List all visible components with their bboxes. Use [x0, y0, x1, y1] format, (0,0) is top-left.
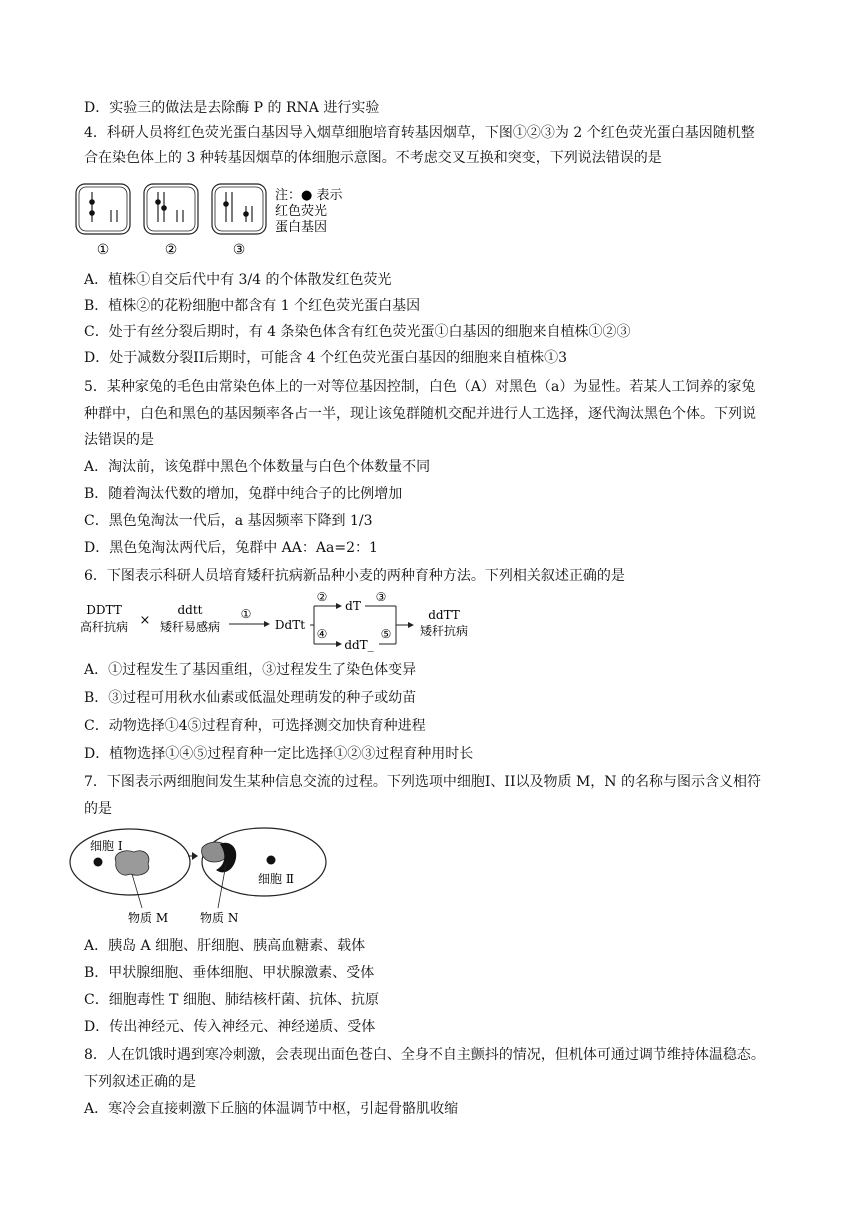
q4-option-a: A．植株①自交后代中有 3/4 的个体散发红色荧光	[84, 272, 392, 288]
fig7-cell2-label: 细胞 Ⅱ	[258, 872, 294, 886]
fig4-note-line3: 蛋白基因	[275, 220, 328, 235]
fig6-lower-genotype: ddT_	[344, 638, 374, 652]
fig6-result-phenotype: 矮秆抗病	[419, 624, 469, 638]
q5-option-a: A．淘汰前，该兔群中黑色个体数量与白色个体数量不同	[84, 459, 431, 475]
q8-stem-line2: 下列叙述正确的是	[84, 1074, 196, 1090]
fig6-step-4: ④	[316, 627, 328, 641]
q7-option-b: B．甲状腺细胞、垂体细胞、甲状腺激素、受体	[84, 965, 375, 981]
fig6-result-genotype: ddTT	[428, 608, 460, 622]
fig6-upper-genotype: dT	[345, 599, 361, 613]
q7-option-c: C．细胞毒性 T 细胞、肺结核杆菌、抗体、抗原	[84, 992, 379, 1008]
fig7-substance-n-label: 物质 N	[200, 911, 239, 925]
fig7-cell1-label: 细胞 Ⅰ	[90, 839, 123, 853]
fig4-label-1: ①	[96, 242, 110, 258]
q4-stem-line1: 4．科研人员将红色荧光蛋白基因导入烟草细胞培育转基因烟草，下图①②③为 2 个红色荧光蛋白基因随机整	[84, 125, 755, 141]
q6-option-d: D．植物选择①④⑤过程育种一定比选择①②③过程育种用时长	[84, 746, 474, 762]
q6-option-a: A．①过程发生了基因重组，③过程发生了染色体变异	[84, 662, 417, 678]
q7-option-d: D．传出神经元、传入神经元、神经递质、受体	[84, 1019, 376, 1035]
q4-option-d: D．处于减数分裂II后期时，可能含 4 个红色荧光蛋白基因的细胞来自植株①3	[84, 350, 567, 366]
fig6-parent2-phenotype: 矮秆易感病	[159, 620, 221, 634]
q4-option-c: C．处于有丝分裂后期时，有 4 条染色体含有红色荧光蛋①白基因的细胞来自植株①②③	[84, 324, 631, 340]
fig4-note-line2: 红色荧光	[275, 204, 328, 219]
fig6-parent2-genotype: ddtt	[177, 603, 203, 617]
q6-option-b: B．③过程可用秋水仙素或低温处理萌发的种子或幼苗	[84, 690, 417, 706]
fig6-step-2: ②	[316, 590, 328, 604]
q8-stem-line1: 8．人在饥饿时遇到寒冷刺激，会表现出面色苍白、全身不自主颤抖的情况，但机体可通过调节维持体温稳态。	[84, 1047, 765, 1063]
q4-option-b: B．植株②的花粉细胞中都含有 1 个红色荧光蛋白基因	[84, 298, 421, 314]
fig6-step-5: ⑤	[380, 627, 392, 641]
fig6-parent1-genotype: DDTT	[86, 603, 122, 617]
q4-stem-line2: 合在染色体上的 3 种转基因烟草的体细胞示意图。不考虑交叉互换和突变，下列说法错误的是	[84, 150, 662, 166]
fig6-parent1-phenotype: 高秆抗病	[79, 620, 129, 634]
q7-cell-signal-figure	[68, 826, 408, 926]
q6-option-c: C．动物选择①4⑤过程育种，可选择测交加快育种进程	[84, 718, 426, 734]
q5-stem-line1: 5．某种家兔的毛色由常染色体上的一对等位基因控制，白色（A）对黑色（a）为显性。若某人工饲养的家兔	[84, 379, 756, 395]
fig4-label-2: ②	[164, 242, 178, 258]
fig6-step-3: ③	[375, 590, 387, 604]
q7-option-a: A．胰岛 A 细胞、肝细胞、胰高血糖素、载体	[84, 938, 366, 954]
q7-stem-line1: 7．下图表示两细胞间发生某种信息交流的过程。下列选项中细胞I、II以及物质 M，N 的名称与图示含义相符	[84, 774, 761, 790]
q8-option-a: A．寒冷会直接刺激下丘脑的体温调节中枢，引起骨骼肌收缩	[84, 1101, 459, 1117]
q5-option-c: C．黑色兔淘汰一代后，a 基因频率下降到 1/3	[84, 513, 373, 529]
q5-stem-line3: 法错误的是	[84, 432, 154, 448]
fig7-substance-m-label: 物质 M	[128, 911, 169, 925]
fig6-f1: DdTt	[274, 618, 306, 632]
q6-breeding-diagram	[74, 588, 484, 656]
q5-option-b: B．随着淘汰代数的增加，兔群中纯合子的比例增加	[84, 486, 403, 502]
q7-stem-line2: 的是	[84, 801, 112, 817]
q3-option-d: D．实验三的做法是去除酶 P 的 RNA 进行实验	[84, 100, 380, 116]
fig6-step-1: ①	[240, 607, 252, 621]
fig6-cross-sign: ×	[139, 613, 151, 628]
q6-stem: 6．下图表示科研人员培育矮秆抗病新品种小麦的两种育种方法。下列相关叙述正确的是	[84, 568, 625, 584]
q5-option-d: D．黑色兔淘汰两代后，兔群中 AA：Aa=2：1	[84, 540, 378, 556]
fig4-note-line1: 注：● 表示	[275, 188, 343, 203]
fig4-label-3: ③	[232, 242, 246, 258]
q5-stem-line2: 种群中，白色和黑色的基因频率各占一半，现让该兔群随机交配并进行人工选择，逐代淘汰黑色个体。下列说	[84, 406, 756, 422]
q4-chromosome-figure	[74, 180, 344, 260]
